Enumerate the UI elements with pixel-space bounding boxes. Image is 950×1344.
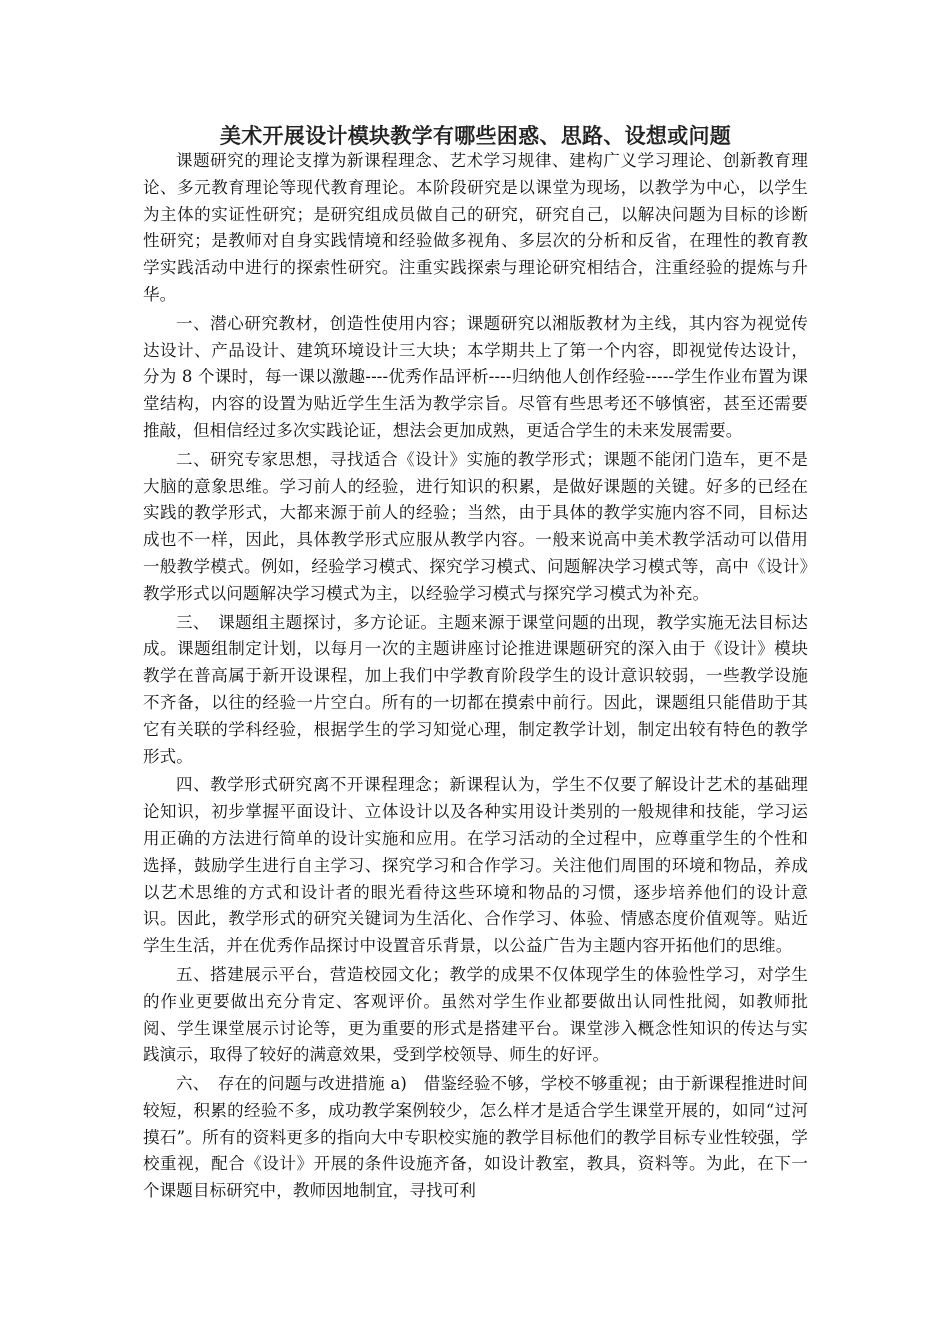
paragraph-section-3: 三、 课题组主题探讨，多方论证。主题来源于课堂问题的出现，教学实施无法目标达成。课题组制定计划，以每月一次的主题讲座讨论推进课题研究的深入由于《设计》模块教学在普高属于新开设课程，加上我们中学教育阶段学生的设计意识较弱，一些教学设施不齐备，以往的经验一片空白。所有的一切都在摸索中前行。因此，课题组只能借助于其它有关联的学科经验，根据学生的学习知觉心理，制定教学计划，制定出较有特色的教学形式。 [143,612,808,766]
paragraph-section-2: 二、研究专家思想，寻找适合《设计》实施的教学形式；课题不能闭门造车，更不是大脑的意象思维。学习前人的经验，进行知识的积累，是做好课题的关键。好多的已经在实践的教学形式，大都来源于前人的经验；当然，由于具体的教学实施内容不同，目标达成也不一样，因此，具体教学形式应服从教学内容。一般来说高中美术教学活动可以借用一般教学模式。例如，经验学习模式、探究学习模式、问题解决学习模式等，高中《设计》教学形式以问题解决学习模式为主，以经验学习模式与探究学习模式为补充。 [143,449,808,603]
paragraph-section-5: 五、搭建展示平台，营造校园文化；教学的成果不仅体现学生的体验性学习，对学生的作业更要做出充分肯定、客观评价。虽然对学生作业都要做出认同性批阅，如教师批阅、学生课堂展示讨论等，更为重要的形式是搭建平台。课堂涉入概念性知识的传达与实践演示，取得了较好的满意效果，受到学校领导、师生的好评。 [143,964,808,1065]
paragraph-section-4: 四、教学形式研究离不开课程理念；新课程认为，学生不仅要了解设计艺术的基础理论知识，初步掌握平面设计、立体设计以及各种实用设计类别的一般规律和技能，学习运用正确的方法进行简单的设计实施和应用。在学习活动的全过程中，应尊重学生的个性和选择，鼓励学生进行自主学习、探究学习和合作学习。关注他们周围的环境和物品，养成以艺术思维的方式和设计者的眼光看待这些环境和物品的习惯，逐步培养他们的设计意识。因此，教学形式的研究关键词为生活化、合作学习、体验、情感态度价值观等。贴近学生生活，并在优秀作品探讨中设置音乐背景，以公益广告为主题内容开拓他们的思维。 [143,775,808,956]
document-body [143,118,808,1205]
document-title: 美术开展设计模块教学有哪些困惑、思路、设想或问题 [219,124,732,148]
paragraph-section-1: 一、潜心研究教材，创造性使用内容；课题研究以湘版教材为主线，其内容为视觉传达设计、产品设计、建筑环境设计三大块；本学期共上了第一个内容，即视觉传达设计，分为 8 个课时，每一课以激趣----优秀作品评析----归纳他人创作经验-----学生作业布置为课堂结构，内容的设置为贴近学生生活为教学宗旨。尽管有些思考还不够慎密，甚至还需要推敲，但相信经过多次实践论证，想法会更加成熟，更适合学生的未来发展需要。 [143,313,808,440]
paragraph-intro: 课题研究的理论支撑为新课程理念、艺术学习规律、建构广义学习理论、创新教育理论、多元教育理论等现代教育理论。本阶段研究是以课堂为现场，以教学为中心，以学生为主体的实证性研究；是研究组成员做自己的研究，研究自己，以解决问题为目标的诊断性研究；是教师对自身实践情境和经验做多视角、多层次的分析和反省，在理性的教育教学实践活动中进行的探索性研究。注重实践探索与理论研究相结合，注重经验的提炼与升华。 [143,151,808,304]
paragraph-section-6: 六、 存在的问题与改进措施 a) 借鉴经验不够，学校不够重视；由于新课程推进时间较短，积累的经验不多，成功教学案例较少，怎么样才是适合学生课堂开展的，如同“过河摸石”。所有的资料更多的指向大中专职校实施的教学目标他们的教学目标专业性较强，学校重视，配合《设计》开展的条件设施齐备，如设计教室，教具，资料等。为此，在下一个课题目标研究中，教师因地制宜，寻找可利 [143,1074,808,1201]
